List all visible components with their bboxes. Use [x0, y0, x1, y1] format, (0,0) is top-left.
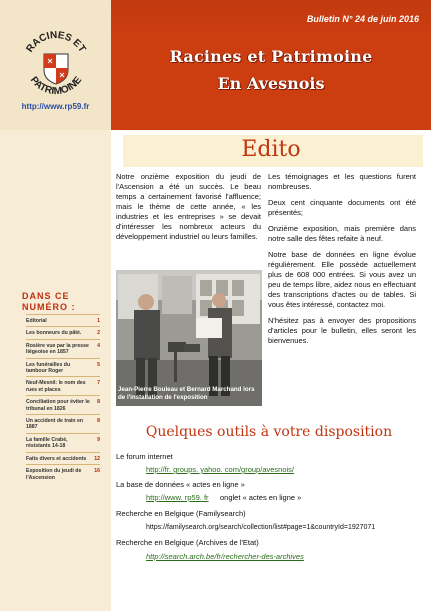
toc-divider [26, 326, 100, 327]
edito-paragraph: Notre onzième exposition du jeudi de l'Ascension a été un succès. Le beau temps a certainement favorisé l'affluence; mais le thème de cette année, « les industries et les entreprises » se devait d'intéresser les nombreux acteurs du développement industriel ou leurs familles. [116, 172, 261, 241]
familysearch-link[interactable]: https://familysearch.org/search/collection/list#page=1&countryId=1927071 [146, 524, 376, 531]
tools-heading: Quelques outils à votre disposition [145, 424, 393, 440]
toc-title: DANS CE NUMÉRO : [22, 291, 76, 312]
forum-label: Le forum internet [116, 452, 173, 461]
edito-paragraph: Les témoignages et les questions furent nombreuses. [268, 172, 416, 191]
masthead-title-line1: Racines et Patrimoine [169, 47, 373, 66]
svg-text:RACINES ET: RACINES ET [24, 29, 88, 55]
forum-link[interactable]: http://fr. groups. yahoo. com/group/avesnois/ [146, 465, 295, 474]
toc-divider [26, 314, 100, 315]
toc-divider [26, 433, 100, 434]
toc-item: Editorial 1 [26, 318, 100, 324]
edito-paragraph: Deux cent cinquante documents ont été présentés; [268, 198, 416, 217]
toc-item: Faits divers et accidents 12 [26, 455, 100, 462]
edito-column-right [268, 172, 416, 352]
toc-divider [26, 395, 100, 396]
archives-label: Recherche en Belgique (Archives de l'Etat) [116, 538, 259, 547]
toc-divider [26, 358, 100, 359]
toc-divider [26, 414, 100, 415]
toc-item: Un accident de train en 1887 8 [26, 418, 100, 431]
edito-heading: Edito [241, 137, 301, 162]
association-logo [18, 26, 94, 102]
toc-item: Neuf-Mesnil: le nom des rues et places 7 [26, 380, 100, 393]
database-label: La base de données « actes en ligne » [116, 480, 245, 489]
edito-paragraph: Onzième exposition, mais première dans notre salle des fêtes refaite à neuf. [268, 224, 416, 243]
toc-item: Les bonneurs du pâté. 2 [26, 330, 100, 337]
svg-text:PATRIMOINE: PATRIMOINE [27, 74, 85, 98]
website-url[interactable]: http://www.rp59.fr [21, 102, 90, 111]
toc-item: Rosière vue par la presse liégeoise en 1857 4 [26, 342, 100, 356]
table-of-contents [26, 312, 100, 481]
toc-divider [26, 376, 100, 377]
toc-item: Exposition du jeudi de l'Ascension 16 [26, 468, 100, 481]
toc-divider [26, 339, 100, 340]
bulletin-number: Bulletin N° 24 de juin 2016 [306, 14, 419, 24]
edito-paragraph: Notre base de données en ligne évolue régulièrement. Elle possède actuellement plus de 608 000 entrées. Si vous avez un peu de temps libre, aidez nous en effectuant des transcriptions d'actes ou de tables. Si vous êtes intéressé, contactez moi. [268, 250, 416, 309]
edito-paragraph: N'hésitez pas à envoyer des propositions d'articles pour le bulletin, elles seront les bienvenues. [268, 316, 416, 345]
familysearch-label: Recherche en Belgique (Familysearch) [116, 509, 246, 518]
masthead-title-line2: En Avesnois [217, 74, 325, 93]
archives-link[interactable]: http://search.arch.be/fr/rechercher-des-archives [146, 552, 304, 561]
database-link[interactable]: http://www. rp59. fr [146, 493, 209, 502]
toc-divider [26, 452, 100, 453]
toc-item: Conciliation pour éviter le tribunal en 1826 8 [26, 399, 100, 412]
edito-column-left [116, 172, 261, 248]
toc-divider [26, 464, 100, 465]
toc-item: Les funérailles du tambour Roger 5 [26, 361, 100, 375]
toc-item: La famille Crabé, résistants 14-18 9 [26, 436, 100, 450]
masthead [111, 47, 431, 93]
database-link-suffix: onglet « actes en ligne » [220, 493, 302, 502]
photo-caption: Jean-Pierre Bouleau et Bernard Marchand lors de l'installation de l'exposition [118, 386, 255, 401]
